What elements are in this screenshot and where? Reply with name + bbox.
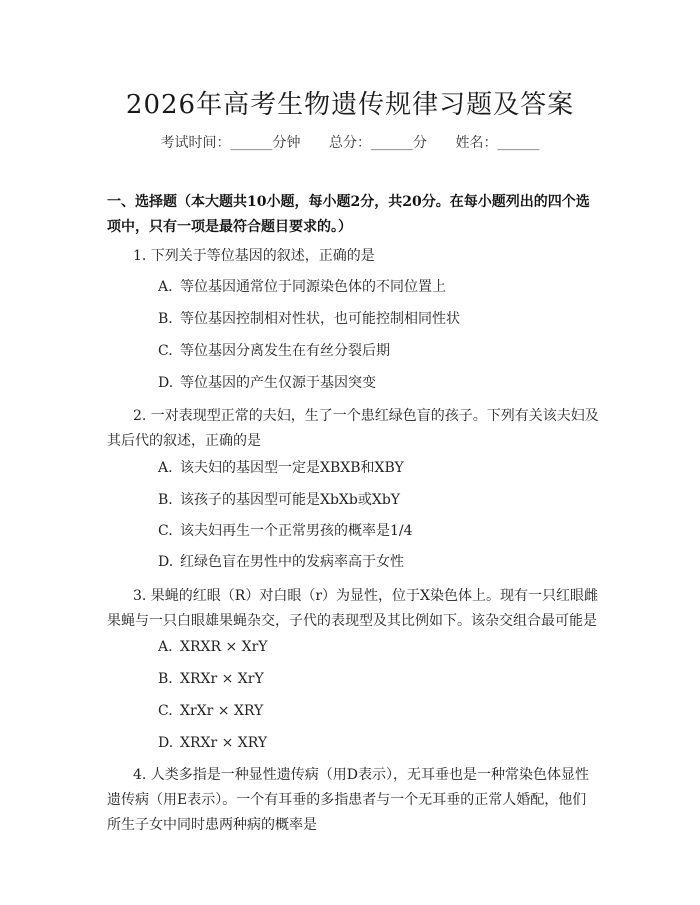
option-text: 该夫妇再生一个正常男孩的概率是1/4 [180,523,413,539]
question-3-option-c [158,701,598,721]
question-3: 3. 果蝇的红眼（R）对白眼（r）为显性，位于X染色体上。现有一只红眼雌果蝇与一只白眼雄果蝇杂交，子代的表现型及其比例如下。该杂交组合最可能是 [107,588,599,629]
question-2-option-c [158,521,598,541]
question-4: 4. 人类多指是一种显性遗传病（用D表示），无耳垂也是一种常染色体显性遗传病（用E表示）。一个有耳垂的多指患者与一个无耳垂的正常人婚配，他们所生子女中同时患两种病的概率是 [107,767,590,833]
option-label: D. [158,735,174,751]
option-text: XRXR × XrY [180,639,268,655]
exam-score-field: 总分：______分 [329,135,427,151]
option-text: 等位基因通常位于同源染色体的不同位置上 [180,279,446,295]
option-text: 等位基因控制相对性状，也可能控制相同性状 [180,311,460,327]
question-2-option-a [158,458,598,478]
option-label: B. [158,492,173,508]
section-heading: 一、选择题（本大题共10小题，每小题2分，共20分。在每小题列出的四个选项中，只有一项是最符合题目要求的。） [107,194,590,235]
exam-info-line [0,132,700,152]
option-text: XrXr × XRY [180,703,264,719]
option-label: A. [158,639,173,655]
option-label: A. [158,279,173,295]
exam-time-field: 考试时间：______分钟 [160,135,301,151]
question-1: 1. 下列关于等位基因的叙述，正确的是 [133,248,375,264]
option-label: C. [158,343,173,359]
option-label: C. [158,523,173,539]
question-3-option-d [158,733,598,753]
option-text: 红绿色盲在男性中的发病率高于女性 [180,554,404,570]
question-3-option-b [158,669,598,689]
question-1-option-c [158,341,598,361]
page-title: 2026年高考生物遗传规律习题及答案 [125,90,575,120]
exam-name-field: 姓名：______ [455,135,540,151]
option-label: C. [158,703,173,719]
question-1-option-d [158,373,598,393]
option-text: 该孩子的基因型可能是XbXb或XbY [180,492,401,508]
option-label: B. [158,671,173,687]
option-text: 该夫妇的基因型一定是XBXB和XBY [180,460,404,476]
option-text: XRXr × XrY [180,671,264,687]
question-2-option-d [158,552,598,572]
question-2: 2. 一对表现型正常的夫妇，生了一个患红绿色盲的孩子。下列有关该夫妇及其后代的叙述，正确的是 [107,408,599,449]
option-text: XRXr × XRY [180,735,268,751]
question-1-option-b [158,309,598,329]
option-label: B. [158,311,173,327]
question-3-option-a [158,637,598,657]
question-1-option-a [158,277,598,297]
option-text: 等位基因的产生仅源于基因突变 [180,375,376,391]
option-label: D. [158,375,174,391]
option-text: 等位基因分离发生在有丝分裂后期 [180,343,390,359]
option-label: A. [158,460,173,476]
question-2-option-b [158,490,598,510]
option-label: D. [158,554,174,570]
